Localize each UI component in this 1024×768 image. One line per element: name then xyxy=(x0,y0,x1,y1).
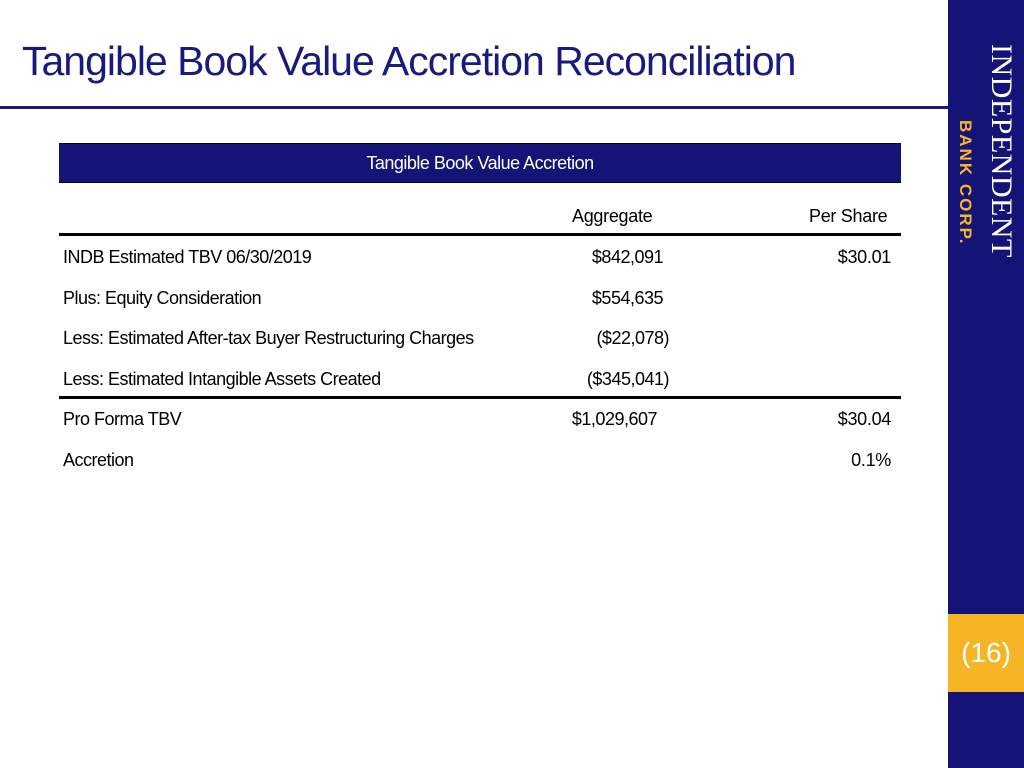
table-row xyxy=(59,369,901,399)
row-aggregate: $554,635 xyxy=(591,288,663,308)
logo-line1: INDEPENDENT xyxy=(985,44,1018,258)
row-label: Accretion xyxy=(63,450,134,470)
table-row xyxy=(59,409,901,439)
table-row xyxy=(59,288,901,318)
page-number: (16) xyxy=(961,637,1011,668)
table-row xyxy=(59,450,901,480)
header-rule xyxy=(59,233,901,236)
title-divider xyxy=(0,106,948,109)
row-label: Pro Forma TBV xyxy=(63,409,182,429)
row-label: INDB Estimated TBV 06/30/2019 xyxy=(63,247,312,267)
table-header xyxy=(59,143,901,183)
column-header-aggregate: Aggregate xyxy=(572,206,653,226)
row-aggregate: ($345,041) xyxy=(586,369,669,389)
page-number-box xyxy=(948,614,1024,692)
row-aggregate: $842,091 xyxy=(591,247,663,267)
logo-line2: BANK CORP. xyxy=(956,120,975,246)
column-header-per-share: Per Share xyxy=(809,206,888,226)
row-aggregate: ($22,078) xyxy=(596,328,669,348)
row-label: Less: Estimated Intangible Assets Created xyxy=(63,369,381,389)
row-aggregate: $1,029,607 xyxy=(571,409,657,429)
row-per-share: $30.04 xyxy=(837,409,891,429)
row-per-share: 0.1% xyxy=(851,450,891,470)
page-title: Tangible Book Value Accretion Reconciliation xyxy=(22,38,796,84)
table-row xyxy=(59,247,901,277)
table-row xyxy=(59,328,901,358)
independent-bank-logo xyxy=(948,40,1024,270)
row-per-share: $30.01 xyxy=(837,247,891,267)
total-rule xyxy=(59,396,901,399)
row-label: Less: Estimated After-tax Buyer Restructuring Charges xyxy=(63,328,474,348)
table-header-label: Tangible Book Value Accretion xyxy=(366,152,594,173)
row-label: Plus: Equity Consideration xyxy=(63,288,262,308)
